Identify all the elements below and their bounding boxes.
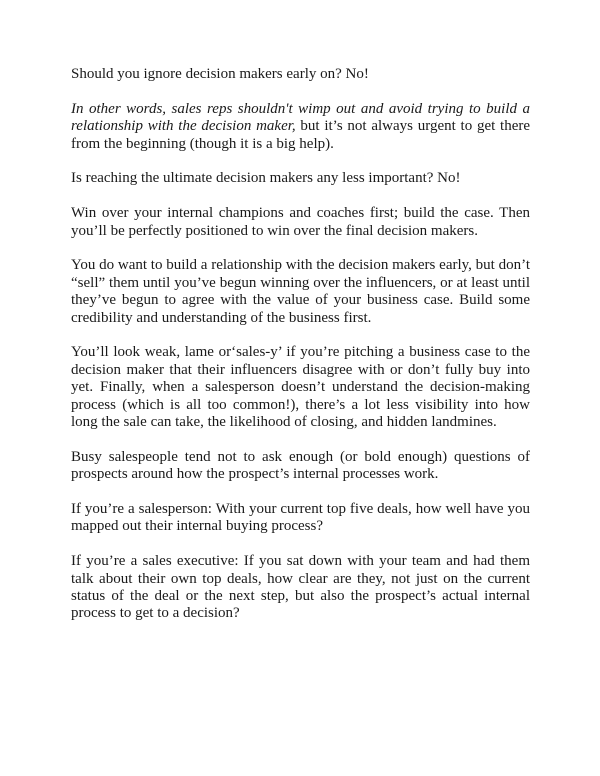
paragraph-salesperson-question	[71, 501, 530, 536]
paragraph-text: If you’re a salesperson: With your current top five deals, how well have you mapped out their internal buying process?	[71, 501, 530, 535]
document-page	[71, 66, 530, 640]
paragraph-text: You’ll look weak, lame or‘sales-y’ if you’re pitching a business case to the decision maker that their influencers disagree with or don’t fully buy into yet. Finally, when a salesperson doesn’t understand the decision-making process (which is all too common!), there’s a lot less visibility into how long the sale can take, the likelihood of closing, and hidden landmines.	[71, 344, 530, 431]
paragraph-look-weak	[71, 344, 530, 431]
paragraph-text: Is reaching the ultimate decision makers any less important? No!	[71, 170, 461, 187]
paragraph-text: Busy salespeople tend not to ask enough (or bold enough) questions of prospects around how the prospect’s internal processes work.	[71, 448, 530, 483]
paragraph-win-over-champions	[71, 205, 530, 240]
paragraph-busy-salespeople	[71, 449, 530, 484]
paragraph-italic-text: In other words, sales reps shouldn't wimp out and avoid trying to build a relationship with the decision maker,	[71, 100, 530, 135]
paragraph-text: You do want to build a relationship with the decision makers early, but don’t “sell” them until you’ve begun winning over the influencers, or at least until they’ve begun to agree with the value of your business case. Build some credibility and understanding of the business first.	[71, 257, 530, 326]
paragraph-text: Should you ignore decision makers early on? No!	[71, 66, 369, 82]
paragraph-ignore-decision-makers	[71, 66, 530, 83]
paragraph-build-relationship	[71, 257, 530, 327]
paragraph-sales-executive-question	[71, 553, 530, 623]
paragraph-text: If you’re a sales executive: If you sat down with your team and had them talk about their own top deals, how clear are they, not just on the current status of the deal or the next step, but also the prospect’s actual internal process to get to a decision?	[71, 553, 530, 622]
paragraph-text: but it’s not always urgent to get there from the beginning (though it is a big help).	[71, 118, 530, 152]
paragraph-reaching-decision-makers	[71, 170, 530, 187]
paragraph-text: Win over your internal champions and coaches first; build the case. Then you’ll be perfectly positioned to win over the final decision makers.	[71, 205, 530, 239]
paragraph-in-other-words	[71, 101, 530, 153]
